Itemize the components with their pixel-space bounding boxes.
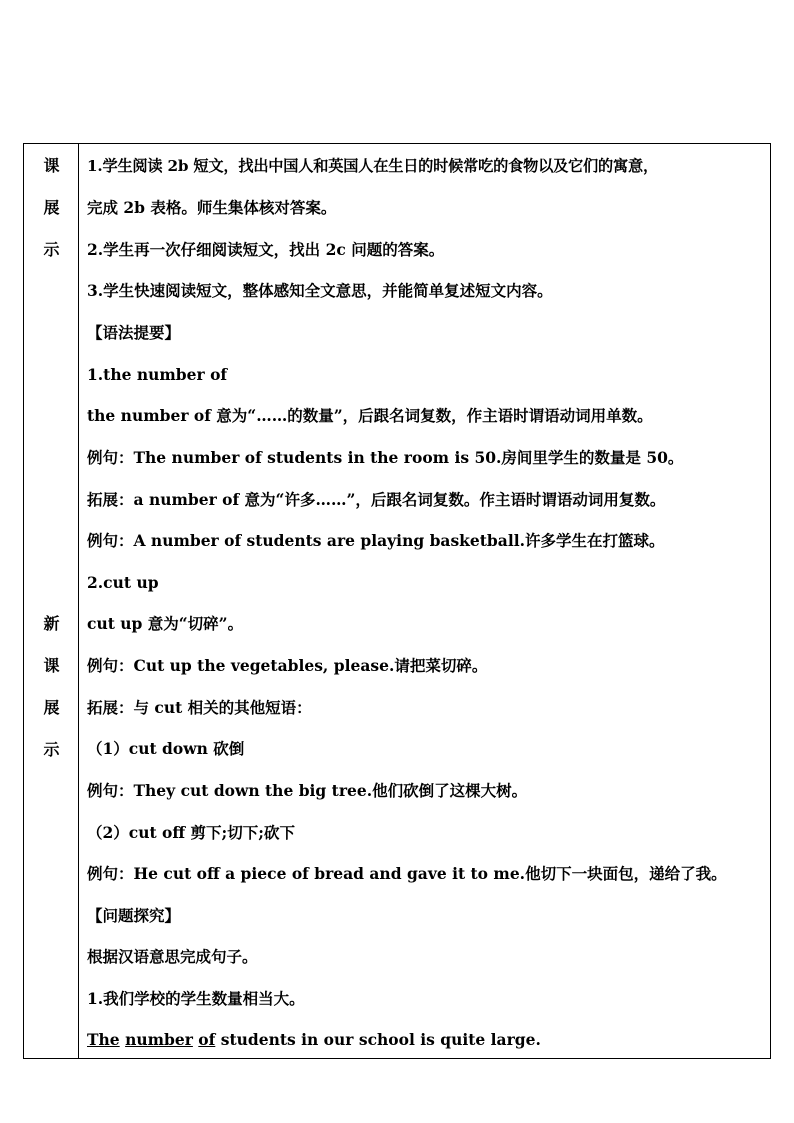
answer-blank: The [87, 1030, 120, 1049]
example-sentence: 例句：He cut off a piece of bread and gave it to me.他切下一块面包，递给了我。 [87, 864, 727, 883]
example-sentence: 例句：The number of students in the room is 50.房间里学生的数量是 50。 [87, 448, 684, 467]
section-label-char: 示 [43, 240, 60, 259]
grammar-explanation: cut up 意为“切碎”。 [87, 614, 244, 633]
example-sentence: 例句：They cut down the big tree.他们砍倒了这棵大树。 [87, 781, 528, 800]
example-sentence: 例句：Cut up the vegetables, please.请把菜切碎。 [87, 656, 488, 675]
grammar-heading: 【语法提要】 [87, 323, 181, 342]
section-label-column [24, 144, 79, 1058]
exercise-item-1: 1.我们学校的学生数量相当大。 [87, 989, 305, 1008]
exercise-answer [87, 1030, 541, 1050]
inquiry-heading: 【问题探究】 [87, 906, 181, 925]
section-label-char: 展 [43, 698, 60, 717]
activity-step-2: 2.学生再一次仔细阅读短文，找出 2c 问题的答案。 [87, 240, 445, 259]
answer-blank: of [198, 1030, 216, 1049]
section-label-char: 课 [43, 156, 60, 175]
lesson-table [23, 143, 771, 1059]
grammar-point-2: 2.cut up [87, 573, 159, 592]
section-label-char: 展 [43, 198, 60, 217]
extension-note: 拓展：a number of 意为“许多……”，后跟名词复数。作主语时谓语动词用复数。 [87, 490, 666, 509]
answer-rest: students in our school is quite large. [220, 1030, 541, 1049]
phrase-item: （1）cut down 砍倒 [87, 739, 245, 758]
grammar-explanation: the number of 意为“……的数量”，后跟名词复数，作主语时谓语动词用单数。 [87, 406, 653, 425]
grammar-point-1: 1.the number of [87, 365, 228, 384]
activity-step-1: 1.学生阅读 2b 短文，找出中国人和英国人在生日的时候常吃的食物以及它们的寓意， [87, 157, 658, 175]
phrase-item: （2）cut off 剪下;切下;砍下 [87, 823, 295, 842]
section-label-char: 示 [43, 740, 60, 759]
example-sentence: 例句：A number of students are playing basketball.许多学生在打篮球。 [87, 531, 665, 550]
activity-step-1-cont: 完成 2b 表格。师生集体核对答案。 [87, 198, 337, 217]
extension-note: 拓展：与 cut 相关的其他短语： [87, 698, 312, 717]
exercise-instruction: 根据汉语意思完成句子。 [87, 947, 258, 966]
section-label-char: 课 [43, 656, 60, 675]
content-column [79, 144, 770, 1058]
activity-step-3: 3.学生快速阅读短文，整体感知全文意思，并能简单复述短文内容。 [87, 281, 553, 300]
answer-blank: number [125, 1030, 193, 1049]
section-label-char: 新 [43, 614, 60, 633]
